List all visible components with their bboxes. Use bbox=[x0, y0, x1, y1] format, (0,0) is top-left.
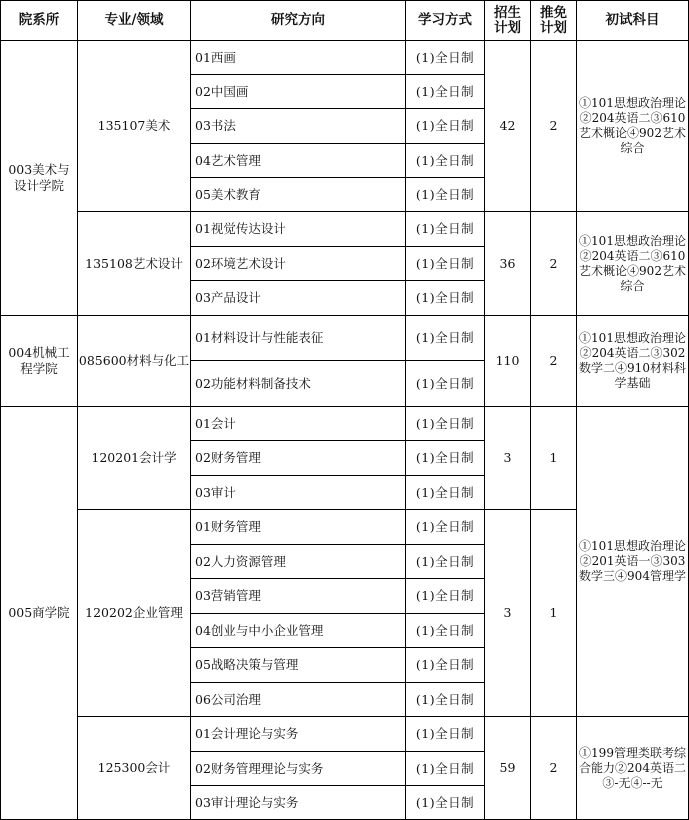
direction-cell bbox=[190, 40, 406, 75]
subjects-text: ①199管理类联考综合能力②204英语二③-无④--无 bbox=[579, 745, 686, 790]
study-mode-cell bbox=[405, 360, 485, 407]
study-mode-cell bbox=[405, 40, 485, 75]
exempt-cell bbox=[530, 315, 577, 407]
enroll-value: 3 bbox=[503, 605, 512, 620]
header-subjects-label: 初试科目 bbox=[605, 12, 660, 28]
major-name: 085600材料与化工 bbox=[78, 353, 190, 368]
subjects-text: ①101思想政治理论②204英语二③610艺术概论④902艺术综合 bbox=[579, 96, 686, 155]
direction-cell bbox=[190, 716, 406, 752]
subjects-cell bbox=[576, 40, 689, 212]
subjects-cell bbox=[576, 315, 689, 407]
study-mode-text: (1)全日制 bbox=[415, 49, 475, 65]
header-direction bbox=[190, 0, 406, 41]
direction-cell bbox=[190, 751, 406, 786]
major-name: 120201会计学 bbox=[91, 450, 177, 465]
subjects-cell bbox=[576, 211, 689, 316]
study-mode-text: (1)全日制 bbox=[415, 622, 475, 638]
direction-cell bbox=[190, 578, 406, 614]
dept-cell bbox=[0, 406, 78, 820]
direction-text: 03产品设计 bbox=[195, 290, 261, 305]
study-mode-cell bbox=[405, 74, 485, 109]
exempt-value: 2 bbox=[549, 760, 558, 775]
enroll-value: 59 bbox=[499, 760, 516, 775]
study-mode-cell bbox=[405, 246, 485, 281]
study-mode-text: (1)全日制 bbox=[415, 375, 475, 391]
major-cell bbox=[77, 315, 191, 407]
direction-text: 02财务管理 bbox=[195, 450, 261, 465]
study-mode-text: (1)全日制 bbox=[415, 83, 475, 99]
study-mode-text: (1)全日制 bbox=[415, 657, 475, 672]
header-exempt bbox=[530, 0, 577, 41]
direction-cell bbox=[190, 108, 406, 144]
major-name: 135107美术 bbox=[97, 118, 171, 133]
direction-cell bbox=[190, 211, 406, 247]
header-enroll-line1: 招生 bbox=[494, 4, 521, 21]
study-mode-text: (1)全日制 bbox=[415, 691, 475, 707]
direction-text: 05美术教育 bbox=[195, 186, 261, 202]
dept-name: 005商学院 bbox=[8, 605, 70, 620]
direction-cell bbox=[190, 246, 406, 281]
enroll-cell bbox=[484, 211, 531, 316]
direction-cell bbox=[190, 475, 406, 510]
direction-text: 02环境艺术设计 bbox=[195, 255, 286, 271]
direction-cell bbox=[190, 143, 406, 178]
enroll-value: 36 bbox=[499, 255, 516, 271]
exempt-value: 1 bbox=[549, 605, 558, 620]
major-cell bbox=[77, 406, 191, 510]
dept-cell bbox=[0, 315, 78, 407]
study-mode-cell bbox=[405, 578, 485, 614]
study-mode-text: (1)全日制 bbox=[415, 221, 475, 236]
header-major-label: 专业/领域 bbox=[104, 12, 164, 28]
direction-text: 05战略决策与管理 bbox=[195, 657, 299, 672]
direction-cell bbox=[190, 74, 406, 109]
study-mode-text: (1)全日制 bbox=[415, 255, 475, 271]
study-mode-text: (1)全日制 bbox=[415, 186, 475, 202]
header-dept-label: 院系所 bbox=[18, 12, 60, 28]
exempt-cell bbox=[530, 716, 577, 820]
study-mode-cell bbox=[405, 682, 485, 717]
enroll-value: 110 bbox=[495, 353, 520, 368]
enroll-cell bbox=[484, 716, 531, 820]
direction-text: 03书法 bbox=[195, 118, 236, 133]
direction-text: 01材料设计与性能表征 bbox=[195, 330, 324, 345]
study-mode-cell bbox=[405, 440, 485, 476]
study-mode-cell bbox=[405, 315, 485, 361]
study-mode-text: (1)全日制 bbox=[415, 726, 475, 741]
direction-text: 01会计 bbox=[195, 415, 236, 431]
header-exempt-line1: 推免 bbox=[540, 4, 567, 21]
subjects-text: ①101思想政治理论②201英语一③303数学三④904管理学 bbox=[579, 539, 686, 583]
study-mode-cell bbox=[405, 143, 485, 178]
direction-text: 01财务管理 bbox=[195, 519, 261, 534]
study-mode-cell bbox=[405, 613, 485, 648]
major-name: 120202企业管理 bbox=[85, 605, 183, 620]
header-direction-label: 研究方向 bbox=[271, 12, 325, 28]
direction-cell bbox=[190, 360, 406, 407]
study-mode-cell bbox=[405, 280, 485, 316]
enroll-cell bbox=[484, 406, 531, 510]
direction-text: 01西画 bbox=[195, 49, 236, 65]
study-mode-text: (1)全日制 bbox=[415, 152, 475, 168]
subjects-cell bbox=[576, 406, 689, 717]
study-mode-text: (1)全日制 bbox=[415, 330, 475, 345]
study-mode-cell bbox=[405, 108, 485, 144]
study-mode-text: (1)全日制 bbox=[415, 794, 475, 810]
direction-text: 04创业与中小企业管理 bbox=[195, 622, 324, 638]
direction-text: 03审计 bbox=[195, 484, 236, 500]
major-cell bbox=[77, 40, 191, 212]
header-enroll bbox=[484, 0, 531, 41]
study-mode-cell bbox=[405, 211, 485, 247]
direction-cell bbox=[190, 440, 406, 476]
direction-cell bbox=[190, 647, 406, 683]
enroll-value: 42 bbox=[499, 118, 516, 133]
direction-text: 02功能材料制备技术 bbox=[195, 375, 311, 391]
direction-cell bbox=[190, 613, 406, 648]
study-mode-cell bbox=[405, 785, 485, 820]
direction-cell bbox=[190, 177, 406, 212]
dept-name: 003美术与设计学院 bbox=[8, 162, 70, 193]
enroll-cell bbox=[484, 315, 531, 407]
study-mode-text: (1)全日制 bbox=[415, 415, 475, 431]
exempt-cell bbox=[530, 406, 577, 510]
subjects-cell bbox=[576, 716, 689, 820]
direction-text: 03审计理论与实务 bbox=[195, 794, 299, 810]
study-mode-text: (1)全日制 bbox=[415, 450, 475, 465]
dept-cell bbox=[0, 40, 78, 316]
exempt-value: 2 bbox=[549, 353, 558, 368]
major-name: 125300会计 bbox=[97, 760, 171, 775]
direction-text: 06公司治理 bbox=[195, 691, 261, 707]
exempt-value: 2 bbox=[549, 118, 558, 133]
study-mode-cell bbox=[405, 716, 485, 752]
study-mode-cell bbox=[405, 509, 485, 545]
exempt-cell bbox=[530, 509, 577, 717]
study-mode-cell bbox=[405, 177, 485, 212]
direction-text: 01会计理论与实务 bbox=[195, 726, 299, 741]
header-enroll-line2: 计划 bbox=[494, 19, 521, 36]
header-exempt-line2: 计划 bbox=[540, 19, 567, 36]
study-mode-text: (1)全日制 bbox=[415, 553, 475, 569]
study-mode-text: (1)全日制 bbox=[415, 118, 475, 133]
direction-text: 03营销管理 bbox=[195, 588, 261, 603]
header-subjects bbox=[576, 0, 689, 41]
study-mode-text: (1)全日制 bbox=[415, 290, 475, 305]
study-mode-cell bbox=[405, 751, 485, 786]
exempt-value: 2 bbox=[549, 255, 558, 271]
subjects-text: ①101思想政治理论②204英语二③302数学二④910材料科学基础 bbox=[579, 331, 686, 390]
major-cell bbox=[77, 716, 191, 820]
direction-text: 02人力资源管理 bbox=[195, 553, 286, 569]
study-mode-cell bbox=[405, 544, 485, 579]
direction-cell bbox=[190, 406, 406, 441]
exempt-value: 1 bbox=[549, 450, 558, 465]
major-name: 135108艺术设计 bbox=[85, 255, 183, 271]
header-major bbox=[77, 0, 191, 41]
study-mode-text: (1)全日制 bbox=[415, 760, 475, 776]
subjects-text: ①101思想政治理论②204英语二③610艺术概论④902艺术综合 bbox=[579, 233, 686, 293]
enroll-value: 3 bbox=[503, 450, 512, 465]
major-cell bbox=[77, 211, 191, 316]
study-mode-text: (1)全日制 bbox=[415, 484, 475, 500]
header-mode-label: 学习方式 bbox=[418, 12, 472, 28]
direction-cell bbox=[190, 544, 406, 579]
direction-text: 01视觉传达设计 bbox=[195, 221, 286, 236]
dept-name: 004机械工程学院 bbox=[8, 345, 70, 376]
study-mode-cell bbox=[405, 475, 485, 510]
exempt-cell bbox=[530, 211, 577, 316]
study-mode-cell bbox=[405, 647, 485, 683]
exempt-cell bbox=[530, 40, 577, 212]
direction-cell bbox=[190, 785, 406, 820]
direction-cell bbox=[190, 280, 406, 316]
direction-text: 02财务管理理论与实务 bbox=[195, 760, 324, 776]
header-mode bbox=[405, 0, 485, 41]
direction-cell bbox=[190, 315, 406, 361]
direction-text: 02中国画 bbox=[195, 83, 249, 99]
direction-text: 04艺术管理 bbox=[195, 152, 261, 168]
header-dept bbox=[0, 0, 78, 41]
study-mode-text: (1)全日制 bbox=[415, 519, 475, 534]
study-mode-text: (1)全日制 bbox=[415, 588, 475, 603]
enroll-cell bbox=[484, 509, 531, 717]
study-mode-cell bbox=[405, 406, 485, 441]
major-cell bbox=[77, 509, 191, 717]
direction-cell bbox=[190, 682, 406, 717]
direction-cell bbox=[190, 509, 406, 545]
enroll-cell bbox=[484, 40, 531, 212]
